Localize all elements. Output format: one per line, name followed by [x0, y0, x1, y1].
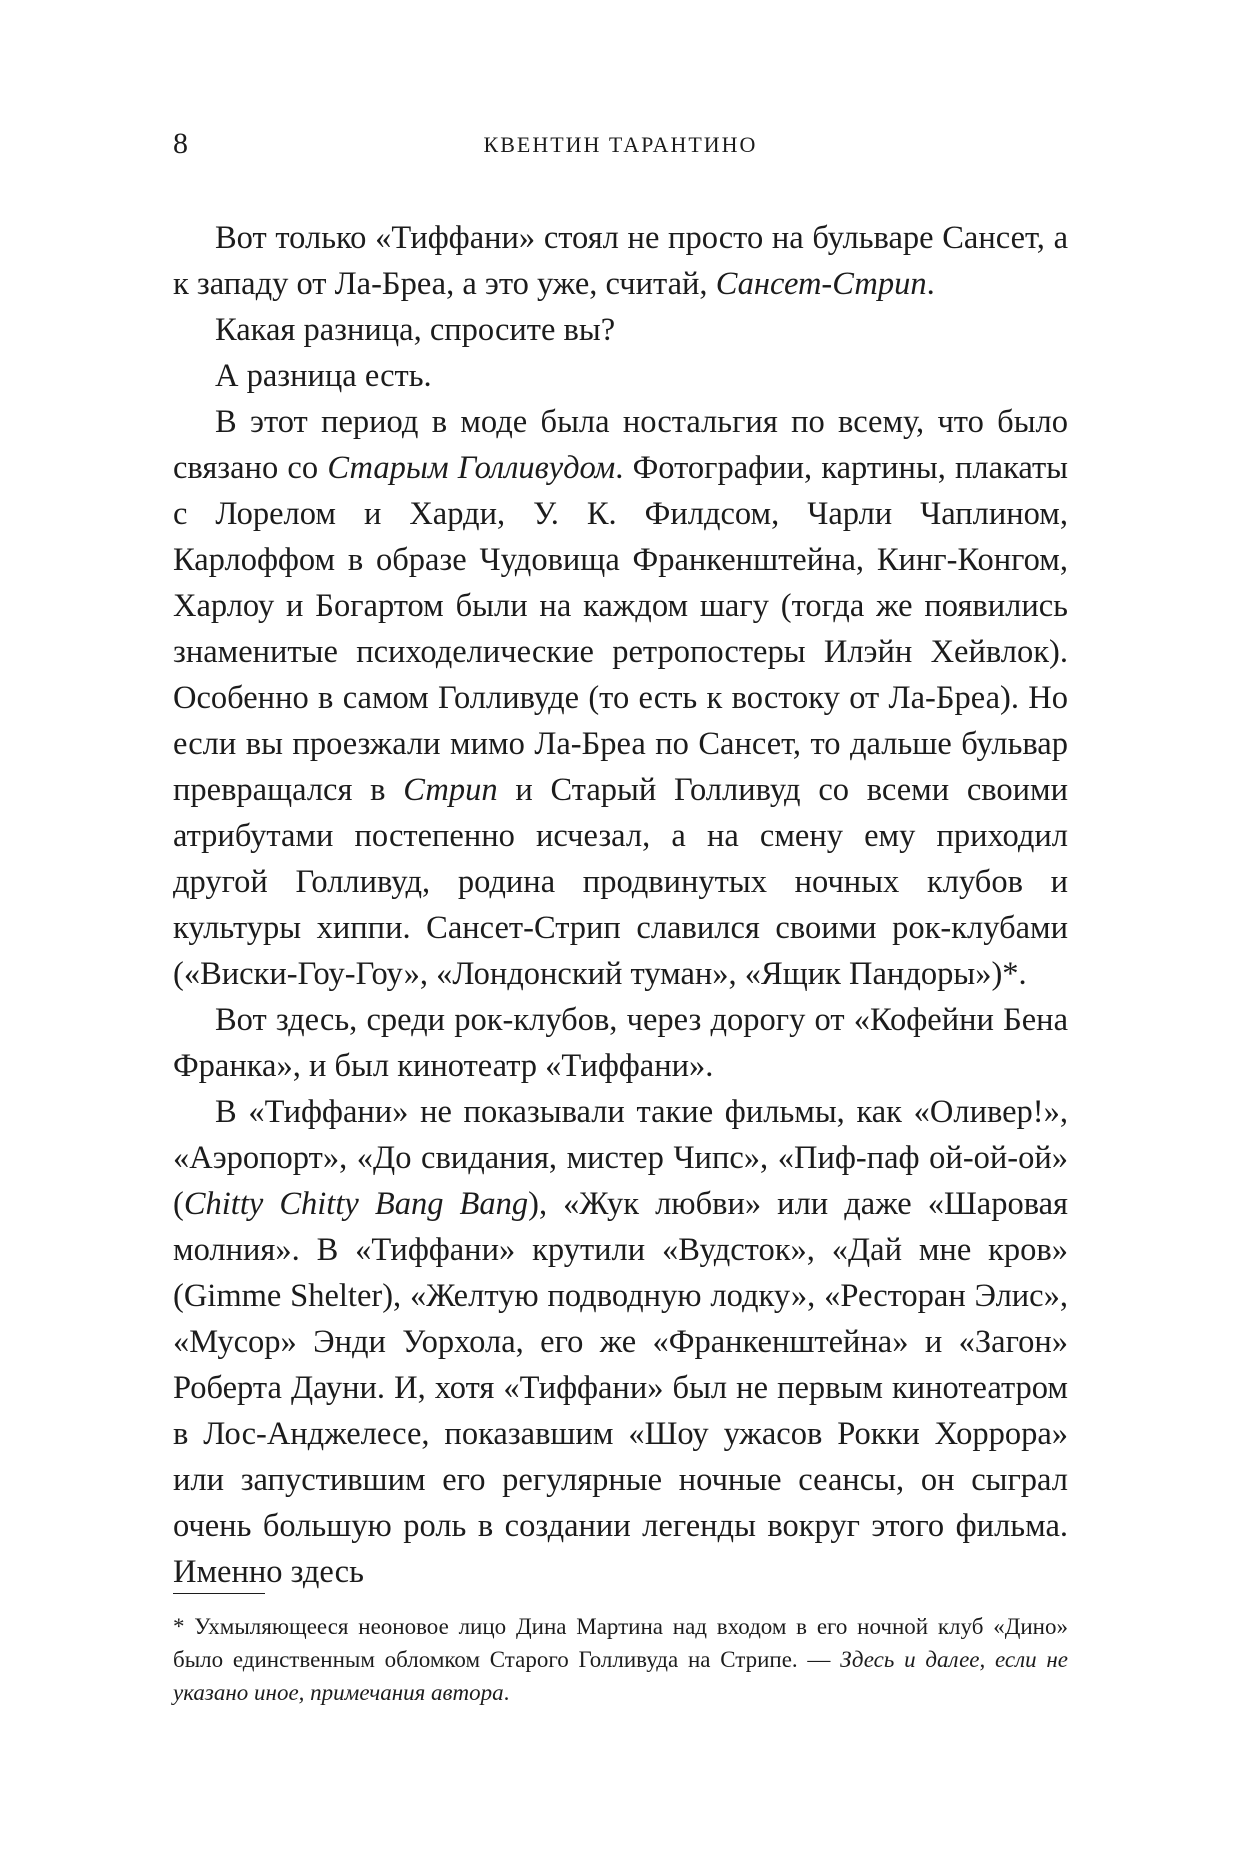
- paragraph-5: Вот здесь, среди рок-клубов, через дорогу от «Кофейни Бена Франка», и был кинотеатр «Тиффани».: [173, 1002, 1068, 1084]
- running-head: [173, 126, 1068, 162]
- paragraph-1: Вот только «Тиффани» стоял не просто на бульваре Сансет, а к западу от Ла-Бреа, а это уже, считай, Сансет-Стрип.: [173, 220, 1068, 302]
- paragraph-3: А разница есть.: [215, 358, 432, 394]
- body-text: [173, 215, 1068, 1595]
- page-number: 8: [173, 127, 188, 160]
- paragraph-4: В этот период в моде была ностальгия по всему, что было связано со Старым Голливудом. Фотографии, картины, плакаты с Лорелом и Харди, У. К. Филдсом, Чарли Чаплином, Карлоффом в образе Чудовища Франкенштейна, Кинг-Конгом, Харлоу и Богартом были на каждом шагу (тогда же появились знаменитые психоделические ретропостеры Илэйн Хейвлок). Особенно в самом Голливуде (то есть к востоку от Ла-Бреа). Но если вы проезжали мимо Ла-Бреа по Сансет, то дальше бульвар превращался в Стрип и Старый Голливуд со всеми своими атрибутами постепенно исчезал, а на смену ему приходил другой Голливуд, родина продвинутых ночных клубов и культуры хиппи. Сансет-Стрип славился своими рок-клубами («Виски-Гоу-Гоу», «Лондонский туман», «Ящик Пандоры»)*.: [173, 404, 1068, 992]
- paragraph-6: В «Тиффани» не показывали такие фильмы, как «Оливер!», «Аэропорт», «До свидания, мистер Чипс», «Пиф-паф ой-ой-ой» (Chitty Chitty Bang Bang), «Жук любви» или даже «Шаровая молния». В «Тиффани» крутили «Вудсток», «Дай мне кров» (Gimme Shelter), «Желтую подводную лодку», «Ресторан Элис», «Мусор» Энди Уорхола, его же «Франкенштейна» и «Загон» Роберта Дауни. И, хотя «Тиффани» был не первым кинотеатром в Лос-Анджелесе, показавшим «Шоу ужасов Рокки Хоррора» или запустившим его регулярные ночные сеансы, он сыграл очень большую роль в создании легенды вокруг этого фильма. Именно здесь: [173, 1094, 1068, 1590]
- footnote: * Ухмыляющееся неоновое лицо Дина Мартина над входом в его ночной клуб «Дино» было единственным обломком Старого Голливуда на Стрипе. — Здесь и далее, если не указано иное, примечания автора.: [173, 1614, 1068, 1705]
- running-head-author: КВЕНТИН ТАРАНТИНО: [483, 132, 758, 157]
- footnote-divider: [173, 1593, 265, 1594]
- paragraph-2: Какая разница, спросите вы?: [215, 312, 616, 348]
